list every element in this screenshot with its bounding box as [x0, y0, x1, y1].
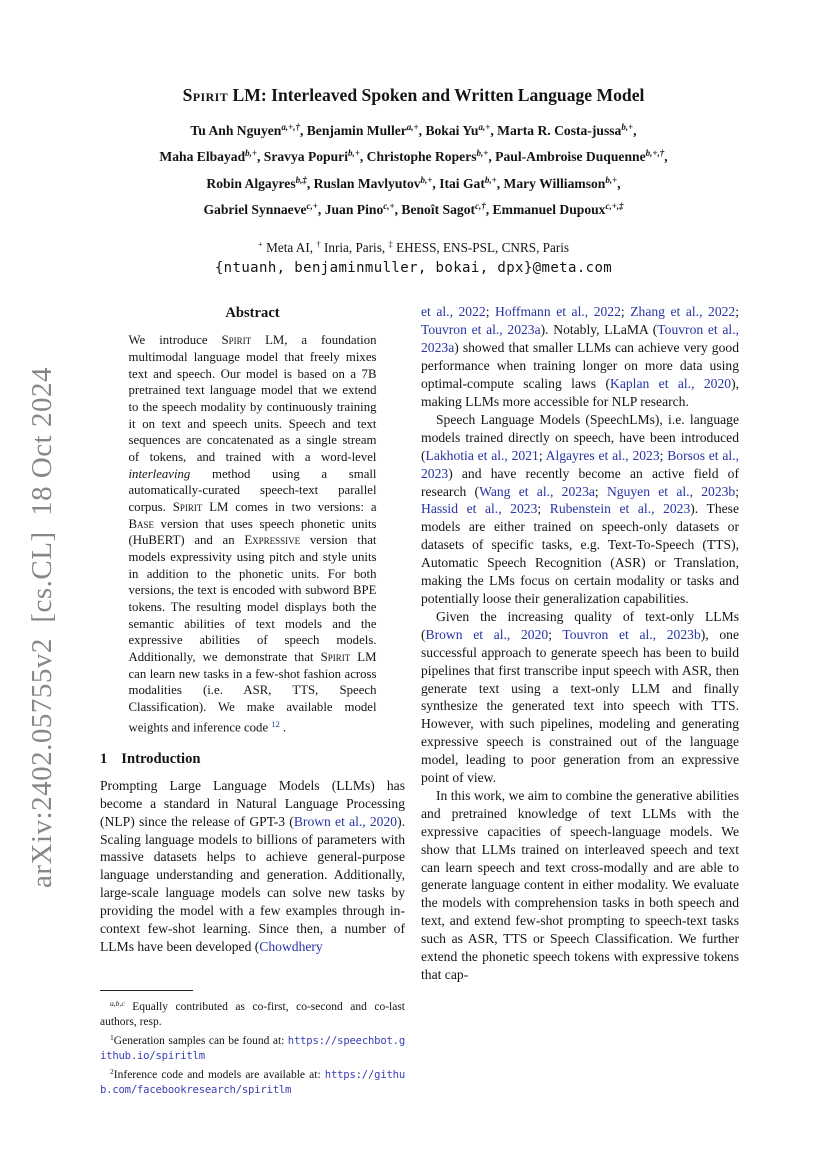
citation-link[interactable]: Brown et al., 2020	[425, 626, 549, 642]
abstract-text	[129, 332, 377, 735]
text-segment: ) showed that smaller LLMs can achieve very good performance when training longer on more data using optimal-compute scaling laws (	[421, 340, 739, 392]
author-line	[0, 142, 827, 168]
citation-link[interactable]: Touvron et al., 2023a	[421, 322, 739, 356]
text-segment: ;	[538, 447, 546, 463]
text-segment: Spirit	[221, 333, 252, 348]
text-segment: Tu Anh Nguyen	[190, 122, 282, 138]
text-segment: ;	[659, 447, 668, 463]
text-segment: Speech Language Models (SpeechLMs), i.e. language models trained directly on speech, have been introduced (	[421, 411, 739, 463]
paragraph	[421, 787, 739, 984]
text-segment: b,+,†	[645, 148, 665, 159]
author-line	[0, 195, 827, 221]
text-segment: , Ruslan Mavlyutov	[306, 175, 421, 191]
text-segment: a,+,†	[281, 122, 300, 132]
text-segment: , Sravya Popuri	[256, 149, 348, 165]
two-column-body	[100, 303, 739, 1098]
text-segment: Prompting Large Language Models (LLMs) has become a standard in Natural Language Processing (NLP) since the release of GPT-3 (	[100, 777, 405, 829]
paragraph	[421, 411, 739, 608]
right-column	[421, 303, 739, 1098]
text-segment: method using a small automatically-curated speech-text parallel corpus.	[128, 466, 377, 515]
text-segment: , Christophe Ropers	[359, 149, 477, 165]
text-segment: , Emmanuel Dupoux	[485, 202, 606, 218]
citation-link[interactable]: Algayres et al., 2023	[545, 447, 660, 463]
text-segment: version that uses speech phonetic units (HuBERT) and an	[128, 516, 377, 548]
citation-link[interactable]: Touvron et al., 2023b	[562, 626, 701, 642]
citation-link[interactable]: Lakhotia et al., 2021	[425, 447, 539, 463]
text-segment: LM can learn new tasks in a few-shot fashion across modalities (i.e. ASR, TTS, Speech Classification). We make available model weights and inference code	[128, 649, 377, 735]
text-segment: ‡	[388, 238, 393, 249]
text-segment: EHESS, ENS-PSL, CNRS, Paris	[392, 239, 570, 255]
text-segment: Maha Elbayad	[159, 149, 246, 165]
text-segment: ;	[735, 483, 740, 499]
text-segment: ;	[548, 626, 563, 642]
text-segment: ;	[620, 304, 631, 320]
text-segment: a,b,c	[110, 998, 125, 1008]
text-segment: ;	[485, 304, 496, 320]
text-segment: .	[279, 720, 287, 735]
text-segment: c,+	[306, 201, 318, 212]
citation-link[interactable]: Chowdhery	[259, 939, 323, 955]
text-segment: ;	[537, 501, 550, 517]
text-segment: Given the increasing quality of text-only LLMs (	[421, 608, 739, 642]
text-segment: c,†	[475, 201, 486, 212]
text-segment: Generation samples can be found at:	[113, 1035, 288, 1048]
text-segment: , Benoît Sagot	[394, 202, 476, 218]
text-segment: ,	[664, 149, 668, 165]
text-segment: Spirit	[182, 85, 229, 105]
text-segment: In this work, we aim to combine the generative abilities and pretrained knowledge of text LLMs with the expressive capacities of speech-language models. We show that LLMs trained on interleaved speech and text can learn speech and text cross-modally and are able to generate language content in either modality. We evaluate the models with comprehension tasks in both speech and text, and extend few-shot prompting to speech-text tasks such as ASR, TTS or Speech Classification. We further extend the phonetic speech tokens with expressive tokens that cap-	[421, 787, 739, 982]
text-segment: Robin Algayres	[206, 175, 296, 191]
url-link[interactable]: https://speechbot.github.io/spiritlm	[100, 1035, 405, 1063]
text-segment: Equally contributed as co-first, co-second and co-last authors, resp.	[100, 1001, 405, 1029]
affiliation-line	[0, 236, 827, 256]
text-segment: LM, a foundation multimodal language model that freely mixes text and speech. Our model is based on a 7B pretrained text language model that we extend to the speech modality by continuously training it on text and speech units. Speech and text sequences are concatenated as a single stream of tokens, and trained with a word-level	[128, 333, 377, 465]
text-segment: interleaving	[128, 466, 191, 481]
text-segment: ) and have recently become an active field of research (	[421, 465, 739, 499]
text-segment: b,+	[420, 174, 433, 185]
text-segment: , Juan Pino	[317, 202, 384, 218]
text-segment: Base	[128, 516, 155, 531]
text-segment: , Benjamin Muller	[299, 122, 407, 138]
text-segment: , Marta R. Costa-jussa	[490, 122, 622, 138]
text-segment: LM comes in two versions: a	[202, 500, 377, 515]
abstract-heading: Abstract	[225, 305, 280, 322]
citation-link[interactable]: Hassid et al., 2023	[421, 501, 538, 517]
text-segment: ), one successful approach to generate speech has been to build pipelines that first transcribe input speech with ASR, then generate text using a text-only LLM and finally synthesize the generated text into speech with TTS. However, with such pipelines, modeling and generating expressive speech is constrained out of the language model, leading to poor generation from an expressive point of view.	[421, 626, 739, 786]
text-segment: c,+,‡	[605, 201, 624, 212]
text-segment: We introduce	[128, 333, 222, 348]
citation-link[interactable]: Wang et al., 2023a	[479, 483, 595, 499]
text-segment: 1	[110, 1033, 114, 1043]
url-link[interactable]: https://github.com/facebookresearch/spiritlm	[100, 1069, 405, 1097]
text-segment: LM: Interleaved Spoken and Written Language Model	[228, 85, 645, 105]
arxiv-watermark: arXiv:2402.05755v2 [cs.CL] 18 Oct 2024	[26, 367, 58, 888]
text-segment: ;	[594, 483, 607, 499]
text-segment: b,‡	[295, 174, 307, 185]
citation-link[interactable]: Hoffmann et al., 2022	[495, 304, 621, 320]
author-block	[0, 116, 827, 222]
text-segment: ). Notably, LLaMA (	[540, 322, 658, 338]
text-segment: a,+	[478, 122, 491, 132]
citation-link[interactable]: et al., 2022	[421, 304, 486, 320]
left-column	[100, 303, 405, 1098]
text-segment: a,+	[406, 122, 419, 132]
paragraph	[421, 608, 739, 787]
footnote-2	[100, 1064, 405, 1098]
footnote-1	[100, 1030, 405, 1064]
text-segment: Inference code and models are available at:	[113, 1069, 325, 1082]
citation-link[interactable]: Borsos et al., 2023	[421, 447, 739, 481]
text-segment: ), making LLMs more accessible for NLP research.	[421, 376, 740, 409]
section-number: 1	[100, 750, 108, 767]
author-line	[0, 169, 827, 195]
text-segment: +	[257, 238, 263, 249]
citation-link[interactable]: Rubenstein et al., 2023	[549, 501, 691, 517]
text-segment: version that models expressivity using pitch and style units in addition to the phonetic units. For both versions, the text is encoded with subword BPE tokens. The resulting model displays both the semantic abilities of text models and the expressive abilities of speech models. Additionally, we demonstrate that	[128, 533, 377, 664]
text-segment: b,+	[484, 174, 497, 185]
abstract-section	[129, 303, 377, 735]
text-segment: 2	[110, 1067, 114, 1077]
text-segment: , Paul-Ambroise Duquenne	[488, 149, 646, 165]
citation-link[interactable]: Touvron et al., 2023a	[421, 322, 541, 338]
text-segment: Inria, Paris,	[320, 239, 389, 255]
text-segment: b,+	[605, 174, 618, 185]
email-line: {ntuanh, benjaminmuller, bokai, dpx}@meta.com	[214, 260, 613, 277]
text-segment: Expressive	[244, 533, 301, 548]
text-segment: Meta AI,	[262, 239, 317, 255]
paper-header	[0, 0, 827, 277]
text-segment: Gabriel Synnaeve	[203, 202, 307, 218]
footnote-block	[100, 990, 405, 1099]
citation-link[interactable]: Nguyen et al., 2023b	[606, 483, 736, 499]
section-heading-introduction	[100, 751, 405, 768]
paragraph	[421, 303, 739, 410]
text-segment: b,+	[348, 148, 360, 159]
text-segment: b,+	[245, 148, 257, 159]
paper-title	[0, 84, 827, 106]
citation-link[interactable]: Kaplan et al., 2020	[610, 376, 732, 392]
citation-link[interactable]: Zhang et al., 2022	[630, 304, 736, 320]
intro-paragraph	[100, 777, 405, 956]
text-segment: ;	[735, 304, 739, 320]
citation-link[interactable]: Brown et al., 2020	[293, 813, 398, 829]
text-segment: ). These models are either trained on speech-only datasets or datasets of specific tasks, e.g. Text-To-Speech (TTS), Automatic Speech Recognition (ASR) or Translation, making the LMs focus on certain modality or tasks and potentially loose their generalization capabilities.	[421, 501, 740, 606]
footnote-ref-link[interactable]: 12	[271, 718, 280, 729]
section-label: Introduction	[121, 750, 201, 767]
text-segment: ,	[617, 175, 621, 191]
text-segment: ). Scaling language models to billions of parameters with massive datasets helps to achieve general-purpose language understanding and generation. Additionally, large-scale language models can solve new tasks by providing the model with a few examples through in-context few-shot learning. Since then, a number of LLMs have been developed (	[100, 813, 406, 955]
text-segment: , Bokai Yu	[418, 122, 479, 138]
text-segment: , Itai Gat	[432, 175, 485, 191]
text-segment: Spirit	[172, 500, 203, 515]
text-segment: , Mary Williamson	[496, 175, 606, 191]
text-segment: ,	[633, 122, 637, 138]
author-line	[0, 116, 827, 142]
text-segment: Spirit	[320, 649, 351, 664]
text-segment: b,+	[476, 148, 489, 159]
text-segment: c,+	[383, 201, 395, 212]
footnote-divider	[100, 990, 193, 991]
footnote-authors	[100, 996, 405, 1030]
text-segment: b,+	[621, 122, 634, 132]
text-segment: †	[316, 238, 321, 249]
